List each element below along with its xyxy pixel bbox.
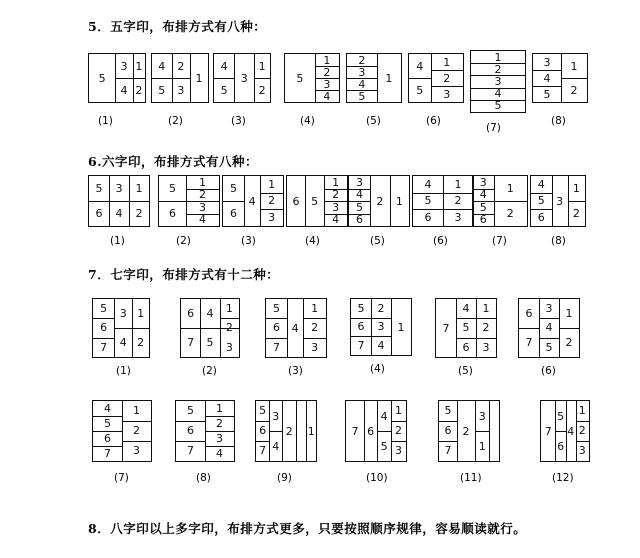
heading-six-char: 6.六字印，布排方式有八种： [88,154,259,169]
seal-layout-diagram [472,175,528,227]
seal-character-number: 4 [272,439,280,453]
seal-character-number: 4 [567,424,575,438]
seal-character-number: 3 [478,409,486,423]
seal-character-number: 2 [443,71,451,85]
seal-character-number: 2 [376,194,384,208]
seal-character-number: 3 [377,320,385,334]
seal-character-number: 5 [206,336,214,349]
seal-character-number: 5 [104,417,111,430]
seal-character-number: 3 [120,59,128,73]
heading-five-char: 5．五字印，布排方式有八种： [88,19,267,34]
seal-character-number: 4 [115,207,123,220]
seal-layout-diagram [180,298,240,358]
seal-character-number: 2 [462,424,470,438]
seal-character-number: 3 [332,200,340,214]
seal-character-number: 4 [332,213,340,227]
seal-character-number: 6 [187,424,194,438]
diagram-caption: (8) [551,115,566,127]
seal-character-number: 3 [268,211,276,225]
seal-character-number: 5 [273,302,280,316]
seal-character-number: 5 [545,340,553,354]
seal-character-number: 1 [311,302,319,316]
seal-character-number: 1 [323,53,331,67]
seal-character-number: 6 [292,194,300,208]
diagram-caption: (11) [460,472,482,484]
seal-layout-diagram [265,298,327,358]
seal-character-number: 6 [230,207,237,220]
seal-character-number: 5 [462,321,470,335]
seal-character-number: 3 [494,74,502,88]
seal-character-number: 6 [367,424,375,438]
diagram-caption: (3) [288,365,303,377]
seal-character-number: 4 [220,59,228,73]
diagram-caption: (8) [551,235,566,247]
seal-character-number: 7 [104,447,111,460]
seal-character-number: 6 [95,207,103,220]
seal-character-number: 2 [285,424,293,438]
seal-character-number: 5 [259,404,267,418]
seal-character-number: 2 [137,336,145,349]
seal-character-number: 1 [216,402,223,415]
seal-character-number: 5 [444,404,452,418]
seal-character-number: 3 [240,71,248,85]
seal-character-number: 1 [578,404,586,418]
seal-layout-diagram [438,400,500,462]
diagram-caption: (12) [552,472,574,484]
seal-character-number: 3 [556,194,564,208]
seal-character-number: 5 [424,194,432,208]
seal-character-number: 5 [95,182,103,195]
seal-layout-diagram [92,400,152,462]
diagram-caption: (2) [176,235,191,247]
seal-character-number: 6 [557,439,565,453]
seal-layout-diagram [518,298,580,358]
seal-character-number: 1 [570,59,578,73]
seal-character-number: 3 [395,444,402,458]
seal-character-number: 3 [119,307,127,320]
seal-character-number: 1 [494,50,502,64]
seal-character-number: 7 [273,340,280,354]
seal-character-number: 5 [98,71,106,85]
seal-character-number: 3 [177,83,185,97]
diagram-caption: (1) [110,235,125,247]
seal-layout-diagram [350,298,412,356]
seal-character-number: 4 [479,188,487,202]
seal-character-number: 4 [199,213,206,227]
seal-character-number: 5 [543,87,551,101]
diagram-caption: (7) [486,122,501,134]
seal-character-number: 4 [537,177,545,191]
seal-character-number: 7 [100,340,108,354]
seal-character-number: 7 [444,444,452,458]
seal-character-number: 6 [525,307,533,320]
seal-character-number: 3 [545,302,553,316]
seal-character-number: 7 [357,339,365,353]
seal-character-number: 5 [220,83,228,97]
seal-character-number: 1 [443,55,451,69]
seal-layout-diagram [284,53,340,103]
seal-character-number: 2 [578,424,586,438]
seal-character-number: 3 [443,87,451,101]
diagram-caption: (4) [305,235,320,247]
seal-character-number: 2 [177,59,185,73]
seal-character-number: 2 [216,417,223,430]
seal-character-number: 6 [462,340,470,354]
seal-character-number: 3 [454,211,462,225]
seal-character-number: 7 [442,321,450,335]
seal-character-number: 2 [395,424,402,438]
seal-layout-diagram [348,175,410,227]
diagram-caption: (7) [114,472,129,484]
seal-layout-diagram [175,400,235,462]
seal-character-number: 1 [482,302,490,316]
seal-layout-diagram [530,175,586,227]
seal-character-number: 1 [454,177,462,191]
seal-character-number: 2 [377,301,385,315]
seal-character-number: 5 [357,301,365,315]
seal-character-number: 3 [199,200,206,214]
seal-character-number: 6 [356,213,363,227]
diagram-caption: (7) [492,235,507,247]
seal-character-number: 4 [358,77,366,91]
seal-character-number: 2 [506,207,514,220]
seal-character-number: 1 [225,302,233,316]
seal-layout-diagram [88,175,150,227]
diagram-caption: (6) [433,235,448,247]
seal-character-number: 2 [268,194,276,208]
seal-character-number: 6 [479,213,487,227]
seal-character-number: 5 [100,302,108,316]
seal-character-number: 3 [311,340,319,354]
seal-character-number: 3 [133,444,140,458]
seal-character-number: 1 [572,182,580,195]
seal-character-number: 4 [380,409,388,423]
seal-character-number: 3 [323,77,331,91]
seal-character-number: 1 [307,424,315,438]
seal-layout-diagram [213,53,271,103]
seal-character-number: 5 [169,182,176,195]
seal-character-number: 3 [356,175,363,189]
seal-character-number: 5 [358,89,366,103]
seal-character-number: 3 [482,340,490,354]
seal-character-number: 3 [216,432,223,445]
seal-character-number: 2 [135,207,143,220]
diagram-caption: (4) [370,363,385,375]
seal-layout-diagram [222,175,284,227]
seal-character-number: 7 [187,444,194,458]
seal-character-number: 3 [479,175,487,189]
seal-character-number: 1 [135,182,143,195]
footer-eight-char-note: 8．八字印以上多字印，布排方式更多，只要按照顺序规律，容易顺读就行。 [88,521,527,536]
seal-character-number: 1 [395,194,403,208]
seal-layout-diagram [92,298,150,358]
seal-character-number: 2 [358,53,366,67]
seal-character-number: 5 [416,83,424,97]
seal-character-number: 5 [296,71,304,85]
seal-character-number: 2 [199,188,206,202]
seal-layout-diagram [345,400,407,462]
seal-character-number: 2 [323,65,331,79]
seal-character-number: 4 [119,336,127,349]
seal-character-number: 2 [311,321,319,335]
diagram-caption: (5) [370,235,385,247]
seal-character-number: 4 [462,302,470,316]
seal-layout-diagram [540,400,590,462]
seal-character-number: 7 [544,424,552,438]
seal-character-number: 4 [424,177,432,191]
seal-character-number: 3 [543,55,551,69]
seal-character-number: 1 [133,404,140,418]
divider-line [296,401,297,461]
seal-character-number: 6 [169,207,176,220]
seal-character-number: 2 [494,62,502,76]
seal-character-number: 2 [454,194,462,208]
diagram-caption: (8) [196,472,211,484]
divider-line [489,401,490,461]
seal-layout-diagram [408,53,464,103]
seal-character-number: 3 [225,340,233,354]
seal-character-number: 6 [100,321,108,335]
seal-character-number: 4 [545,321,553,335]
seal-character-number: 4 [494,87,502,101]
seal-character-number: 1 [397,320,405,334]
seal-character-number: 3 [578,444,586,458]
seal-character-number: 4 [416,59,424,73]
diagram-caption: (5) [458,365,473,377]
seal-character-number: 1 [332,175,340,189]
seal-character-number: 2 [225,321,233,335]
heading-seven-char: 7．七字印，布排方式有十二种： [88,267,280,282]
seal-character-number: 1 [135,59,143,73]
seal-character-number: 4 [323,89,331,103]
diagram-caption: (3) [231,115,246,127]
seal-character-number: 4 [356,188,363,202]
seal-character-number: 5 [356,200,363,214]
seal-character-number: 7 [351,424,359,438]
seal-character-number: 3 [115,182,123,195]
seal-layout-diagram [435,298,497,358]
diagram-caption: (4) [300,115,315,127]
seal-layout-diagram [532,53,588,103]
seal-layout-diagram [88,53,146,103]
seal-character-number: 1 [395,404,402,418]
seal-character-number: 5 [494,99,502,113]
seal-character-number: 1 [258,59,266,73]
seal-layout-diagram [158,175,220,227]
seal-character-number: 4 [158,59,166,73]
seal-character-number: 7 [187,336,195,349]
seal-layout-diagram [286,175,348,227]
seal-character-number: 6 [104,432,111,445]
seal-character-number: 4 [120,83,128,97]
seal-character-number: 5 [557,409,565,423]
seal-character-number: 1 [137,307,145,320]
diagram-caption: (3) [241,235,256,247]
seal-character-number: 1 [385,71,393,85]
seal-character-number: 5 [479,200,487,214]
seal-character-number: 1 [478,439,486,453]
seal-character-number: 6 [537,211,545,225]
seal-character-number: 1 [506,182,514,195]
seal-character-number: 2 [572,207,580,220]
seal-character-number: 4 [248,194,256,208]
diagram-caption: (5) [366,115,381,127]
seal-character-number: 5 [158,83,166,97]
seal-character-number: 3 [358,65,366,79]
seal-character-number: 5 [187,404,194,418]
diagram-caption: (2) [202,365,217,377]
seal-character-number: 1 [195,71,203,85]
seal-character-number: 5 [380,439,388,453]
seal-character-number: 4 [291,321,299,335]
seal-character-number: 2 [570,83,578,97]
seal-character-number: 6 [357,320,365,334]
seal-character-number: 6 [259,424,267,438]
seal-character-number: 1 [565,307,573,320]
seal-character-number: 1 [268,177,276,191]
seal-character-number: 7 [259,444,267,458]
seal-character-number: 2 [258,83,266,97]
seal-character-number: 5 [537,194,545,208]
seal-character-number: 6 [187,307,195,320]
seal-character-number: 4 [206,307,214,320]
seal-character-number: 4 [216,447,223,460]
seal-character-number: 2 [332,188,340,202]
diagram-caption: (1) [98,115,113,127]
seal-layout-diagram [412,175,474,227]
seal-layout-diagram [151,53,209,103]
seal-character-number: 5 [230,182,237,195]
diagram-caption: (2) [168,115,183,127]
seal-character-number: 6 [424,211,432,225]
seal-character-number: 1 [199,175,206,189]
seal-character-number: 7 [525,336,533,349]
seal-layout-diagram [255,400,317,462]
diagram-caption: (1) [116,365,131,377]
diagram-caption: (6) [541,365,556,377]
diagram-caption: (10) [366,472,388,484]
diagram-caption: (6) [426,115,441,127]
diagram-caption: (9) [277,472,292,484]
seal-character-number: 2 [133,424,140,438]
seal-character-number: 4 [104,402,111,415]
seal-character-number: 3 [272,409,280,423]
seal-character-number: 2 [565,336,573,349]
seal-character-number: 4 [377,339,385,353]
seal-character-number: 2 [482,321,490,335]
seal-character-number: 6 [273,321,280,335]
seal-character-number: 5 [311,194,319,208]
seal-character-number: 2 [135,83,143,97]
seal-character-number: 4 [543,71,551,85]
seal-layout-diagram [346,53,402,103]
seal-layout-diagram [470,50,526,113]
seal-character-number: 6 [444,424,452,438]
